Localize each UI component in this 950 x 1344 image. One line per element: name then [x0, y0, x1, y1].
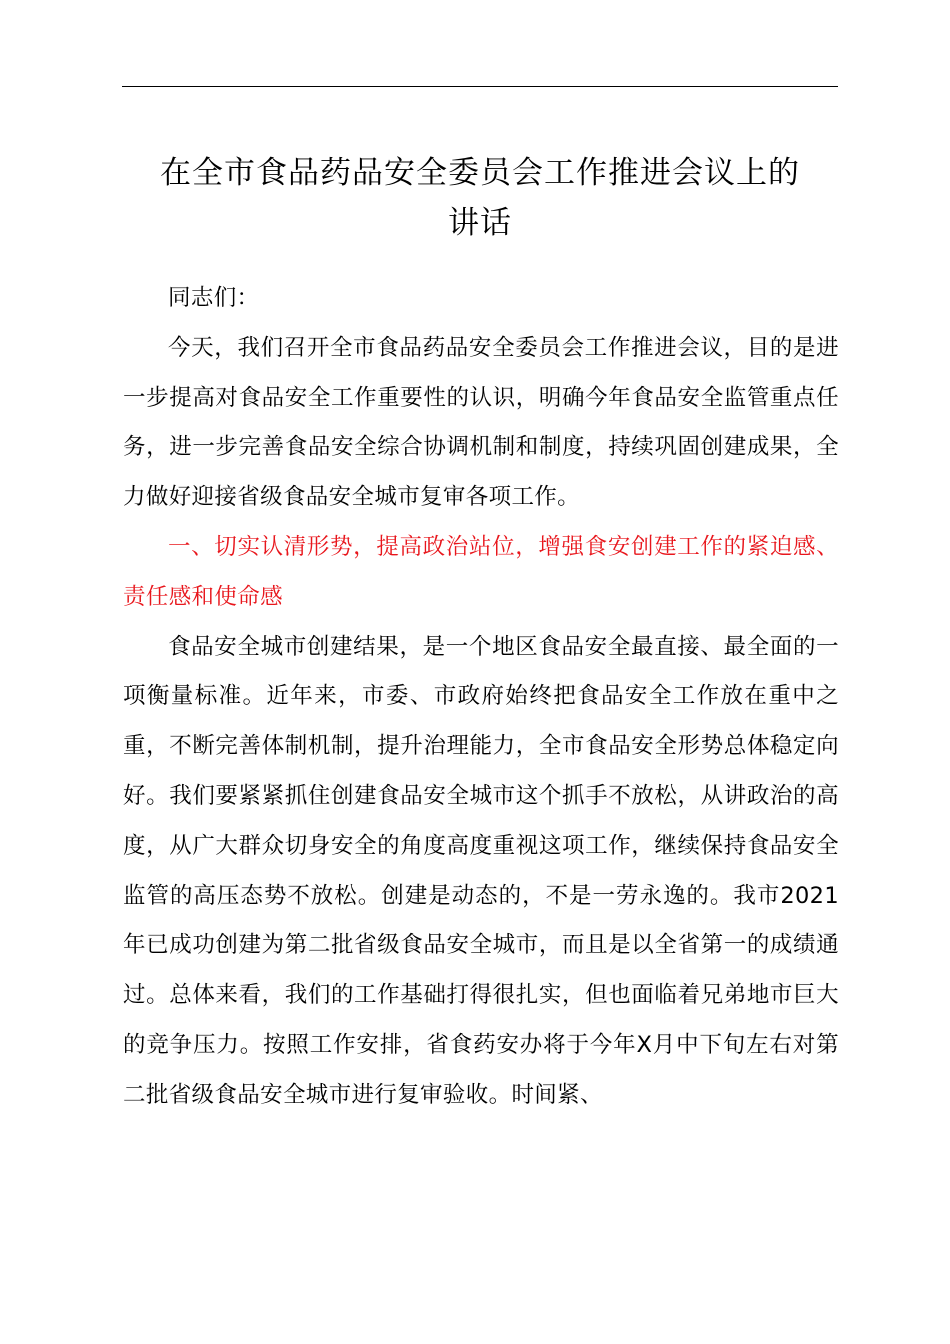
- header-rule: [122, 86, 838, 87]
- paragraph-intro: 今天，我们召开全市食品药品安全委员会工作推进会议，目的是进一步提高对食品安全工作重要性的认识，明确今年食品安全监管重点任务，进一步完善食品安全综合协调机制和制度，持续巩固创建成果，全力做好迎接省级食品安全城市复审各项工作。: [123, 334, 839, 511]
- salutation: 同志们：: [168, 285, 260, 311]
- title-line-2: 讲话: [448, 205, 512, 241]
- document-title: [100, 148, 860, 248]
- paragraph-section-1: 食品安全城市创建结果，是一个地区食品安全最直接、最全面的一项衡量标准。近年来，市委、市政府始终把食品安全工作放在重中之重，不断完善体制机制，提升治理能力，全市食品安全形势总体稳定向好。我们要紧紧抓住创建食品安全城市这个抓手不放松，从讲政治的高度，从广大群众切身安全的角度高度重视这项工作，继续保持食品安全监管的高压态势不放松。创建是动态的，不是一劳永逸的。我市2021年已成功创建为第二批省级食品安全城市，而且是以全省第一的成绩通过。总体来看，我们的工作基础打得很扎实，但也面临着兄弟地市巨大的竞争压力。按照工作安排，省食药安办将于今年X月中下旬左右对第二批省级食品安全城市进行复审验收。时间紧、: [123, 633, 839, 1108]
- section-heading-1: 一、切实认清形势，提高政治站位，增强食安创建工作的紧迫感、责任感和使命感: [123, 533, 839, 610]
- document-body: [123, 274, 839, 1121]
- title-line-1: 在全市食品药品安全委员会工作推进会议上的: [160, 155, 800, 191]
